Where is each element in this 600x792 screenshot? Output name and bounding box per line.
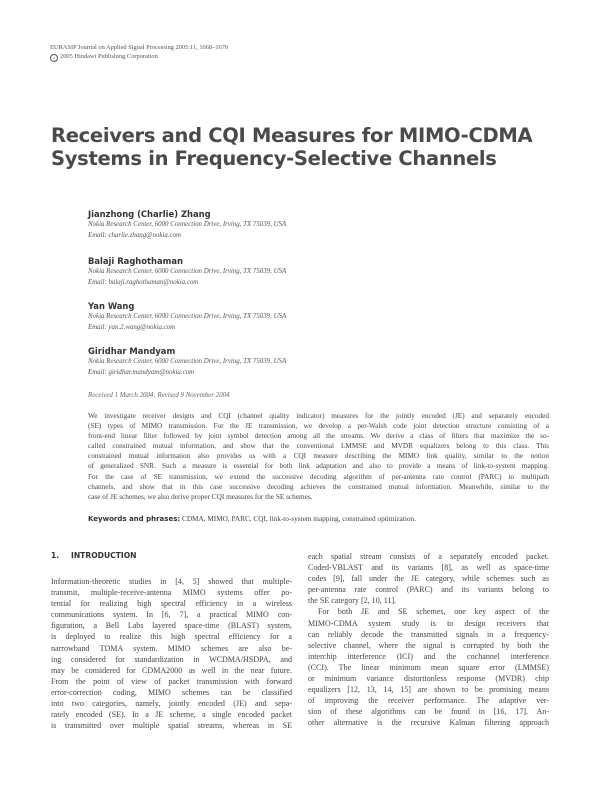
body-line: into two categories, namely, jointly encoded (JE) and sepa- — [51, 699, 292, 709]
copyright-text: 2005 Hindawi Publishing Corporation — [60, 53, 158, 60]
body-line: Information-theoretic studies in [4, 5] showed that multiple- — [51, 577, 292, 586]
abstract-line: We investigate receiver designs and CQI (channel quality indicator) measures for the jointly encoded (JE) and separately encoded — [88, 412, 549, 420]
right-column — [308, 551, 549, 729]
body-line: Coded-VBLAST and its variants [8], as well as space-time — [308, 563, 549, 573]
abstract-line: called constrained mutual information, and show that the conventional LMMSE and MVDR equalizers belong to this class. This — [88, 442, 549, 451]
author-affiliation: Nokia Research Center, 6000 Connection Drive, Irving, TX 75039, USA — [88, 221, 287, 228]
received-dates: Received 1 March 2004; Revised 9 November 2004 — [88, 392, 230, 399]
body-line: or minimum variance distortionless response (MVDR) chip — [308, 674, 549, 684]
left-column — [51, 576, 292, 731]
author-name: Jianzhong (Charlie) Zhang — [88, 209, 211, 219]
keywords — [88, 514, 549, 524]
section-title: INTRODUCTION — [71, 551, 137, 560]
author-affiliation: Nokia Research Center, 6000 Connection Drive, Irving, TX 75039, USA — [88, 358, 287, 365]
body-line: can reliably decode the transmitted signals in a frequency- — [308, 629, 549, 639]
body-line: For both JE and SE schemes, one key aspect of the — [318, 607, 549, 617]
abstract-line: case of JE schemes, we also derive proper CQI measures for the SE schemes. — [88, 492, 313, 501]
body-line: codes [9], fall under the JE category, while schemes such as — [308, 574, 549, 584]
keywords-label: Keywords and phrases: — [88, 515, 181, 523]
body-line: ing considered for standardization in WCDMA/HSDPA, and — [51, 654, 292, 664]
body-line: From the point of view of packet transmission with forward — [51, 676, 292, 686]
author-email[interactable]: Email: charlie.zhang@nokia.com — [88, 231, 182, 239]
body-line: tential for realizing high spectral efficiency in a wireless — [51, 599, 292, 609]
body-line: figuration, a Bell Labs layered space-time (BLAST) system, — [51, 621, 292, 631]
abstract-line: constrained mutual information also provides us with a CQI measure describing the MIMO link quality, similar to the notion — [88, 452, 549, 461]
abstract-line: of generalized SNR. Such a measure is essential for both link adaptation and also to provide a means of link-to-system mapping. — [88, 462, 549, 471]
body-line: interchip interference (ICI) and the cochannel interference — [308, 651, 549, 661]
body-line: transmit, multiple-receive-antenna MIMO systems offer po- — [51, 588, 292, 598]
body-line: other alternative is the recursive Kalman filtering approach — [308, 718, 549, 728]
author-affiliation: Nokia Research Center, 6000 Connection Drive, Irving, TX 75039, USA — [88, 268, 287, 275]
author-name: Giridhar Mandyam — [88, 346, 176, 356]
body-line: each spatial stream consists of a separately encoded packet. — [308, 552, 549, 561]
body-line: may be considered for CDMA2000 as well in the near future. — [51, 665, 292, 675]
section-heading — [51, 551, 137, 561]
author-affiliation: Nokia Research Center, 6000 Connection Drive, Irving, TX 75039, USA — [88, 313, 287, 320]
body-line: equalizers [12, 13, 14, 15] are shown to be promising means — [308, 685, 549, 695]
body-line: error-correction coding, MIMO schemes can be classified — [51, 687, 292, 697]
title-line: Receivers and CQI Measures for MIMO-CDMA — [51, 124, 533, 147]
abstract-line: For the case of SE transmission, we extend the successive decoding algorithm of per-antenna rate control (PARC) to multipath — [88, 472, 549, 481]
body-line: is deployed to realize this high spectral efficiency for a — [51, 632, 292, 642]
author-email[interactable]: Email: giridhar.mandyam@nokia.com — [88, 368, 195, 376]
body-line: MIMO-CDMA system study is to design receivers that — [308, 618, 549, 628]
paper-title — [51, 124, 551, 170]
body-line: the SE category [2, 10, 11]. — [308, 596, 397, 606]
author-email[interactable]: Email: yan.2.wang@nokia.com — [88, 323, 176, 331]
body-line: rately encoded (SE). In a JE scheme, a single encoded packet — [51, 710, 292, 720]
abstract — [88, 411, 549, 502]
abstract-line: (SE) types of MIMO transmission. For the JE transmission, we develop a per-Walsh code joint detection structure consisting of a — [88, 422, 549, 431]
keywords-text: CDMA, MIMO, PARC, CQI, link-to-system mapping, constrained optimization. — [181, 515, 416, 523]
section-number: 1. — [51, 551, 60, 560]
author-name: Yan Wang — [88, 301, 135, 311]
author-block — [88, 209, 548, 241]
body-line: selective channel, where the signal is corrupted by both the — [308, 640, 549, 650]
author-block — [88, 301, 548, 333]
author-block — [88, 256, 548, 288]
body-line: is transmitted over multiple spatial streams, whereas in SE — [51, 721, 292, 731]
copyright-line — [50, 52, 158, 62]
author-email[interactable]: Email: balaji.raghothaman@nokia.com — [88, 278, 199, 286]
abstract-line: channels, and show that in this case successive decoding achieves the constrained mutual information. Meanwhile, similar to the — [88, 482, 549, 491]
author-name: Balaji Raghothaman — [88, 256, 183, 266]
copyright-icon: c — [50, 54, 58, 62]
body-line: (CCI). The linear minimum mean square error (LMMSE) — [308, 662, 549, 672]
body-line: communications system. In [6, 7], a practical MIMO con- — [51, 610, 292, 620]
abstract-line: front-end linear filter followed by joint symbol detection among all the streams. We derive a class of filters that maximize the so- — [88, 432, 549, 441]
body-line: per-antenna rate control (PARC) and its variants belong to — [308, 585, 549, 595]
body-line: sion of these algorithms can be found in [16, 17]. An- — [308, 707, 549, 717]
author-block — [88, 346, 548, 378]
title-line: Systems in Frequency-Selective Channels — [51, 147, 497, 170]
journal-citation: EURASIP Journal on Applied Signal Processing 2005:11, 1668–1679 — [50, 44, 229, 51]
body-line: narrowband TDMA system. MIMO schemes are also be- — [51, 643, 292, 653]
body-line: of improving the receiver performance. The adaptive ver- — [308, 696, 549, 706]
